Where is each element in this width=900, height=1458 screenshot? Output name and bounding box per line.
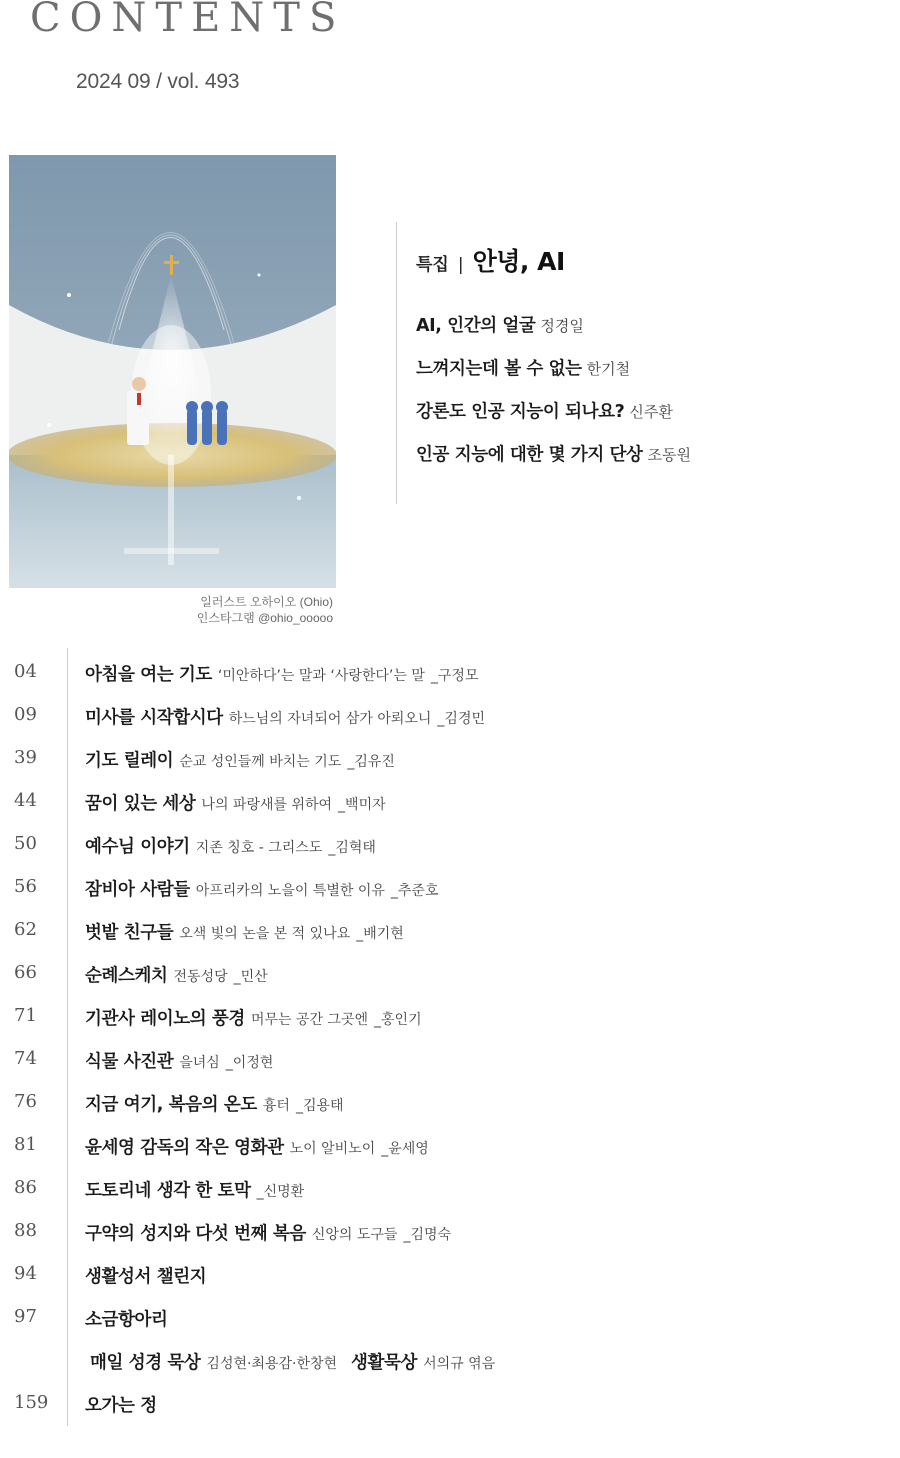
toc-page-number: 88 xyxy=(14,1220,37,1241)
toc-subtitle: 지존 칭호 - 그리스도 xyxy=(195,840,323,856)
toc-subtitle: 머무는 공간 그곳엔 xyxy=(250,1012,369,1028)
toc-row[interactable] xyxy=(0,738,900,781)
toc-author: _구정모 xyxy=(430,668,479,684)
toc-author: _민산 xyxy=(233,969,268,985)
toc-row[interactable] xyxy=(0,781,900,824)
toc-title: 미사를 시작합시다 xyxy=(85,708,223,728)
feature-article[interactable] xyxy=(416,398,886,441)
toc-row[interactable] xyxy=(0,652,900,695)
toc-title: 소금항아리 xyxy=(85,1310,168,1330)
toc-title: 기관사 레이노의 풍경 xyxy=(85,1009,245,1029)
toc-page-number: 159 xyxy=(14,1392,49,1413)
toc-title: 도토리네 생각 한 토막 xyxy=(85,1181,251,1201)
toc-row[interactable] xyxy=(0,1383,900,1426)
feature-article-author: 조동원 xyxy=(647,446,692,464)
toc-title: 아침을 여는 기도 xyxy=(85,665,212,685)
credit-instagram: 인스타그램 @ohio_ooooo xyxy=(196,611,333,625)
toc-subtitle: 오색 빛의 논을 본 적 있나요 xyxy=(179,926,351,942)
toc-list xyxy=(0,652,900,1426)
daily-authors: 김성현·최용감·한창현 xyxy=(206,1356,338,1372)
toc-row[interactable] xyxy=(0,1039,900,1082)
feature-article[interactable] xyxy=(416,312,886,355)
toc-title: 잠비아 사람들 xyxy=(85,880,190,900)
toc-title: 벗밭 친구들 xyxy=(85,923,174,943)
toc-row[interactable] xyxy=(0,1254,900,1297)
feature-article-author: 신주환 xyxy=(629,403,673,421)
toc-author: _김용태 xyxy=(295,1098,344,1114)
toc-subtitle: 아프리카의 노을이 특별한 이유 xyxy=(195,883,385,899)
toc-row[interactable] xyxy=(0,910,900,953)
toc-author: _홍인기 xyxy=(374,1012,422,1028)
toc-row[interactable] xyxy=(0,953,900,996)
toc-subtitle: 을녀심 xyxy=(179,1055,220,1071)
toc-page-number: 56 xyxy=(14,876,37,897)
credit-illustrator: 일러스트 오하이오 (Ohio) xyxy=(200,595,333,609)
toc-page-number: 62 xyxy=(14,919,37,940)
feature-article-title: 강론도 인공 지능이 되나요? xyxy=(416,402,625,422)
toc-row[interactable] xyxy=(0,1168,900,1211)
feature-section xyxy=(396,222,886,504)
feature-article-author: 정경일 xyxy=(540,317,584,335)
toc-title: 식물 사진관 xyxy=(85,1052,174,1072)
illustration-credit xyxy=(150,594,333,626)
feature-heading xyxy=(416,242,886,278)
toc-page-number: 04 xyxy=(14,661,37,682)
toc-page-number: 94 xyxy=(14,1263,37,1284)
toc-subtitle: 노이 알비노이 xyxy=(289,1141,376,1157)
toc-title: 기도 릴레이 xyxy=(85,751,174,771)
toc-subtitle: ‘미안하다’는 말과 ‘사랑한다’는 말 xyxy=(217,668,425,684)
toc-author: _김명숙 xyxy=(403,1227,452,1243)
toc-author: _윤세영 xyxy=(381,1141,429,1157)
toc-row[interactable] xyxy=(0,1211,900,1254)
toc-title: 지금 여기, 복음의 온도 xyxy=(85,1095,257,1115)
toc-title: 순례스케치 xyxy=(85,966,168,986)
feature-title: 안녕, AI xyxy=(472,247,565,276)
daily-authors2: 서의규 엮음 xyxy=(423,1356,496,1372)
feature-article-list xyxy=(416,312,886,484)
toc-author: _백미자 xyxy=(338,797,386,813)
toc-page-number: 09 xyxy=(14,704,37,725)
toc-subtitle: 나의 파랑새를 위하여 xyxy=(201,797,333,813)
toc-row[interactable] xyxy=(0,867,900,910)
toc-title: 꿈이 있는 세상 xyxy=(85,794,196,814)
toc-row-daily[interactable] xyxy=(0,1340,900,1383)
toc-title: 생활성서 챌린지 xyxy=(85,1267,207,1287)
toc-title: 구약의 성지와 다섯 번째 복음 xyxy=(85,1224,306,1244)
daily-title: 매일 성경 묵상 xyxy=(90,1353,201,1373)
toc-row[interactable] xyxy=(0,1082,900,1125)
toc-author: _이정현 xyxy=(225,1055,274,1071)
toc-page-number: 71 xyxy=(14,1005,37,1026)
cover-illustration xyxy=(9,155,336,588)
toc-row[interactable] xyxy=(0,1125,900,1168)
daily-title2: 생활묵상 xyxy=(351,1353,418,1373)
toc-author: _배기현 xyxy=(356,926,404,942)
toc-page-number: 86 xyxy=(14,1177,37,1198)
toc-title: 예수님 이야기 xyxy=(85,837,190,857)
toc-page-number: 76 xyxy=(14,1091,37,1112)
toc-page-number: 50 xyxy=(14,833,37,854)
toc-page-number: 81 xyxy=(14,1134,37,1155)
toc-page-number: 66 xyxy=(14,962,37,983)
issue-info: 2024 09 / vol. 493 xyxy=(76,70,240,93)
feature-article-title: 인공 지능에 대한 몇 가지 단상 xyxy=(416,445,643,465)
toc-subtitle: 하느님의 자녀되어 삼가 아뢰오니 xyxy=(228,711,432,727)
feature-article-author: 한기철 xyxy=(586,360,631,378)
toc-subtitle: 순교 성인들께 바치는 기도 xyxy=(179,754,342,770)
toc-author: _신명환 xyxy=(256,1184,305,1200)
toc-subtitle: 흉터 xyxy=(262,1098,290,1114)
feature-article-title: AI, 인간의 얼굴 xyxy=(416,316,536,336)
toc-author: _김유진 xyxy=(347,754,395,770)
toc-row[interactable] xyxy=(0,1297,900,1340)
contents-heading: CONTENTS xyxy=(30,0,346,41)
toc-subtitle: 신앙의 도구들 xyxy=(311,1227,398,1243)
toc-page-number: 39 xyxy=(14,747,37,768)
toc-page-number: 97 xyxy=(14,1306,37,1327)
feature-article[interactable] xyxy=(416,441,886,484)
toc-author: _추준호 xyxy=(390,883,439,899)
toc-author: _김경민 xyxy=(437,711,485,727)
toc-title: 윤세영 감독의 작은 영화관 xyxy=(85,1138,284,1158)
toc-subtitle: 전동성당 xyxy=(173,969,228,985)
toc-author: _김혁태 xyxy=(328,840,376,856)
toc-page-number: 74 xyxy=(14,1048,37,1069)
toc-title: 오가는 정 xyxy=(85,1396,157,1416)
toc-page-number: 44 xyxy=(14,790,37,811)
feature-article-title: 느껴지는데 볼 수 없는 xyxy=(416,359,582,379)
feature-tag: 특집 xyxy=(416,255,449,275)
feature-separator: | xyxy=(457,255,464,275)
toc-row[interactable] xyxy=(0,996,900,1039)
toc-row[interactable] xyxy=(0,695,900,738)
toc-row[interactable] xyxy=(0,824,900,867)
feature-article[interactable] xyxy=(416,355,886,398)
